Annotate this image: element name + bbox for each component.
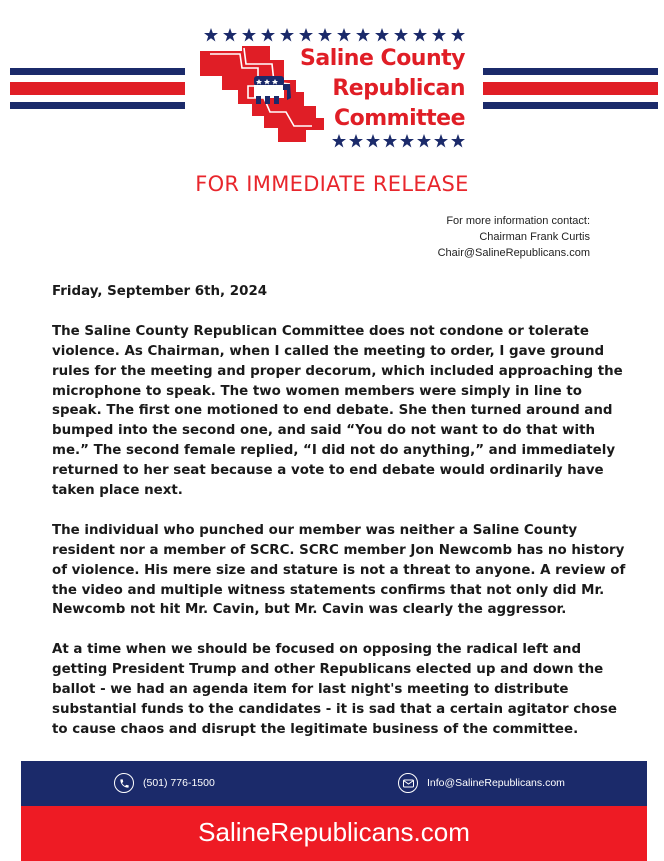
phone-icon [114, 773, 134, 793]
logo-title-line2: Republican [332, 76, 465, 101]
contact-info [438, 213, 590, 261]
contact-label: For more information contact: [446, 215, 590, 227]
top-stars-icon [204, 28, 466, 42]
right-flag-stripes [483, 68, 658, 109]
press-release-body [52, 282, 632, 760]
footer-email[interactable] [398, 772, 565, 794]
logo-title-line3: Committee [333, 106, 465, 131]
release-date: Friday, September 6th, 2024 [52, 284, 268, 299]
bottom-stars-icon [332, 134, 466, 148]
email-icon [398, 773, 418, 793]
footer-phone-text: (501) 776-1500 [143, 777, 215, 789]
paragraph-3: At a time when we should be focused on opposing the radical left and getting President Trump and other Republicans elected up and down the ballot - we had an agenda item for last night's meeting to distribute substantial funds to the candidates - it is sad that a certain agitator chose to cause chaos and disrupt the legitimate business of the committee. [52, 642, 617, 737]
paragraph-2: The individual who punched our member was neither a Saline County resident nor a member of SCRC. SCRC member Jon Newcomb has no history of violence. His mere size and stature is not a threat to anyone. A review of the video and multiple witness statements confirms that not only did Mr. Newcomb not hit Mr. Cavin, but Mr. Cavin was clearly the aggressor. [52, 522, 626, 618]
footer-website-link[interactable]: SalineRepublicans.com [21, 806, 647, 861]
contact-email[interactable]: Chair@SalineRepublicans.com [437, 247, 590, 259]
footer-phone[interactable] [114, 772, 215, 794]
paragraph-1: The Saline County Republican Committee does not condone or tolerate violence. As Chairman, when I called the meeting to order, I gave ground rules for the meeting and proper decorum, which included approaching the microphone to speak. The two women members were simply in line to speak. The first one motioned to end debate. She then turned around and bumped into the second one, and said “You do not want to do that with me.” The second female replied, “I did not do anything,” and immediately returned to her seat because a vote to end debate would ordinarily have taken place next. [52, 323, 623, 499]
footer-contact-bar [21, 761, 647, 806]
contact-name: Chairman Frank Curtis [479, 231, 590, 243]
left-flag-stripes [10, 68, 185, 109]
press-release-headline: FOR IMMEDIATE RELEASE [195, 172, 469, 196]
logo-title-line1: Saline County [300, 46, 465, 71]
footer-email-text: Info@SalineRepublicans.com [427, 777, 565, 789]
committee-logo [198, 28, 473, 150]
